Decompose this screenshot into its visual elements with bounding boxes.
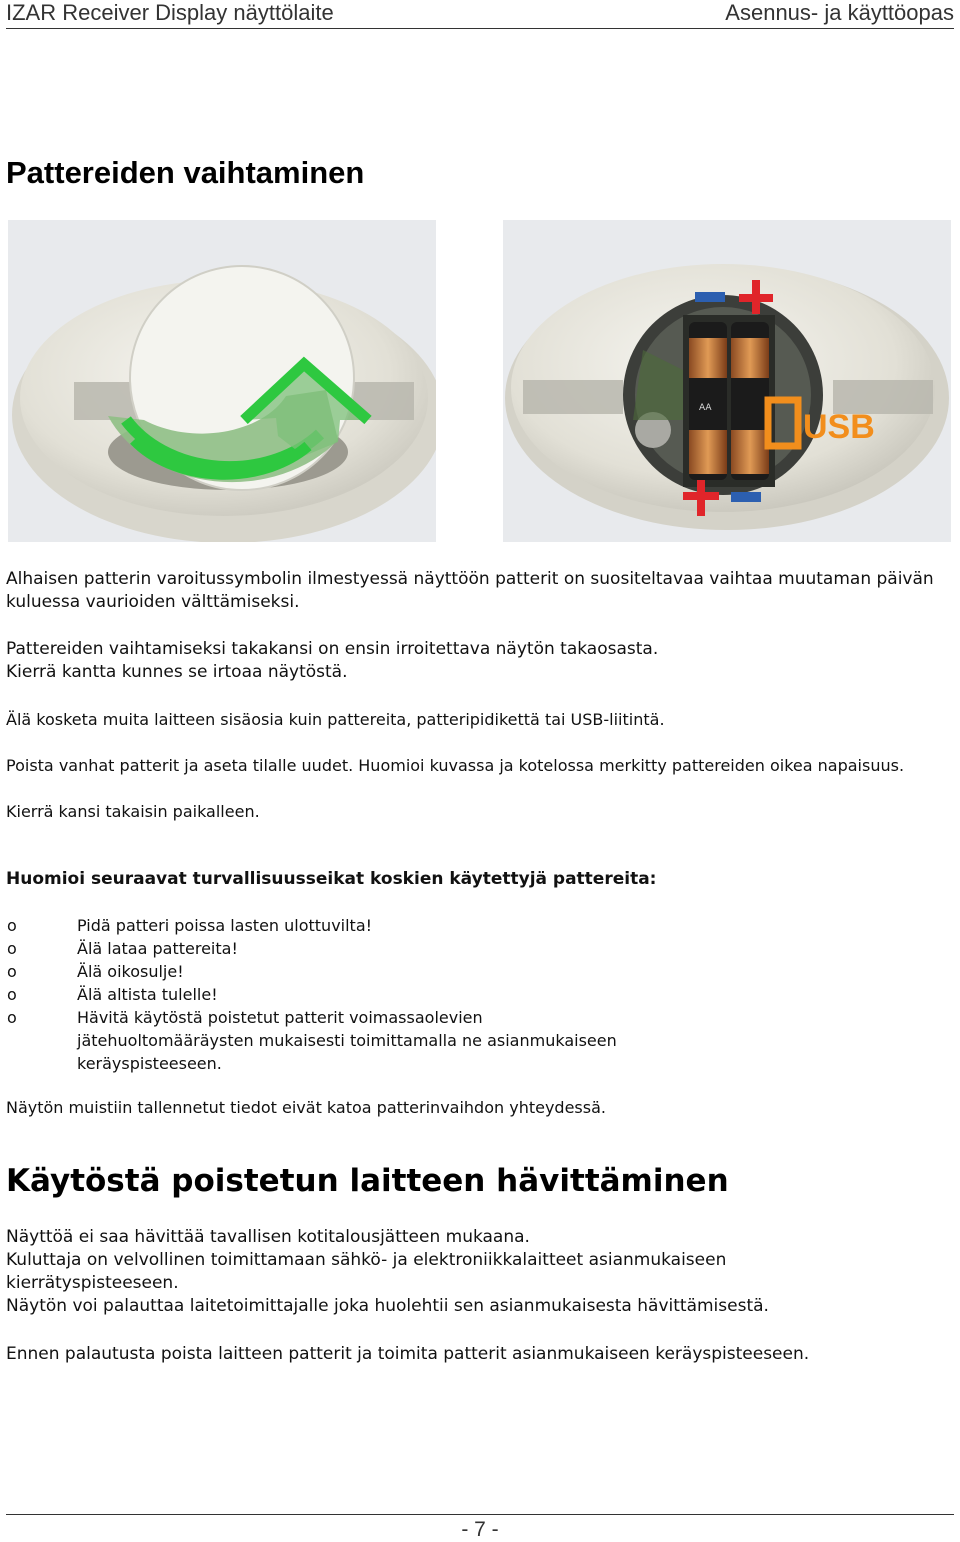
paragraph-memory-note: Näytön muistiin tallennetut tiedot eivät katoa patterinvaihdon yhteydessä.	[6, 1098, 606, 1117]
bullet: o	[7, 916, 17, 935]
paragraph-remove-batteries: Ennen palautusta poista laitteen patterit ja toimita patterit asianmukaiseen keräyspisteeseen.	[6, 1344, 810, 1364]
safety-item-text: Älä altista tulelle!	[77, 985, 218, 1004]
photo-battery-compartment	[503, 220, 951, 542]
safety-item-text: Älä oikosulje!	[77, 962, 184, 981]
bullet: o	[7, 985, 17, 1004]
paragraph-reattach-cover: Kierrä kansi takaisin paikalleen.	[6, 802, 260, 821]
bullet: o	[7, 962, 17, 981]
section-title-battery: Pattereiden vaihtaminen	[6, 155, 365, 190]
list-item	[6, 960, 617, 983]
safety-title: Huomioi seuraavat turvallisuusseikat koskien käytettyjä pattereita:	[6, 869, 657, 889]
usb-label: USB	[803, 408, 875, 446]
list-item	[6, 983, 617, 1006]
battery-label: AA	[699, 403, 712, 413]
header-subtitle: Asennus- ja käyttöopas	[725, 0, 954, 25]
page-number: - 7 -	[461, 1518, 499, 1541]
paragraph-replace-batteries: Poista vanhat patterit ja aseta tilalle uudet. Huomioi kuvassa ja kotelossa merkitty pattereiden oikea napaisuus.	[6, 756, 905, 775]
list-item	[6, 1006, 617, 1075]
paragraph-do-not-touch: Älä kosketa muita laitteen sisäosia kuin pattereita, patteripidikettä tai USB-liitintä.	[6, 710, 665, 729]
list-item	[6, 937, 617, 960]
safety-item-text: Älä lataa pattereita!	[77, 939, 238, 958]
safety-item-text: Hävitä käytöstä poistetut patterit voimassaolevien jätehuoltomääräysten mukaisesti toimittamalla ne asianmukaiseen keräyspisteeseen.	[77, 1008, 617, 1073]
bullet: o	[7, 939, 17, 958]
page-header	[6, 0, 954, 29]
photo-remove-cover	[8, 220, 436, 542]
header-title: IZAR Receiver Display näyttölaite	[6, 0, 334, 25]
paragraph-disposal: Näyttöä ei saa hävittää tavallisen kotitalousjätteen mukaana. Kuluttaja on velvollinen toimittamaan sähkö- ja elektroniikkalaitteet asianmukaiseen kierrätyspisteeseen. Näytön voi palauttaa laitetoimittajalle joka huolehtii sen asianmukaisesta hävittämisestä.	[6, 1227, 769, 1316]
list-item	[6, 914, 617, 937]
footer-rule	[6, 1514, 954, 1515]
bullet: o	[7, 1008, 17, 1027]
section-title-disposal: Käytöstä poistetun laitteen hävittäminen	[6, 1163, 729, 1199]
paragraph-remove-cover: Pattereiden vaihtamiseksi takakansi on ensin irroitettava näytön takaosasta. Kierrä kantta kunnes se irtoaa näytöstä.	[6, 639, 659, 682]
safety-item-text: Pidä patteri poissa lasten ulottuvilta!	[77, 916, 373, 935]
paragraph-warning: Alhaisen patterin varoitussymbolin ilmestyessä näyttöön patterit on suositeltavaa vaihtaa muutaman päivän kuluessa vaurioiden välttämiseksi.	[6, 569, 934, 612]
safety-list	[6, 914, 617, 1075]
